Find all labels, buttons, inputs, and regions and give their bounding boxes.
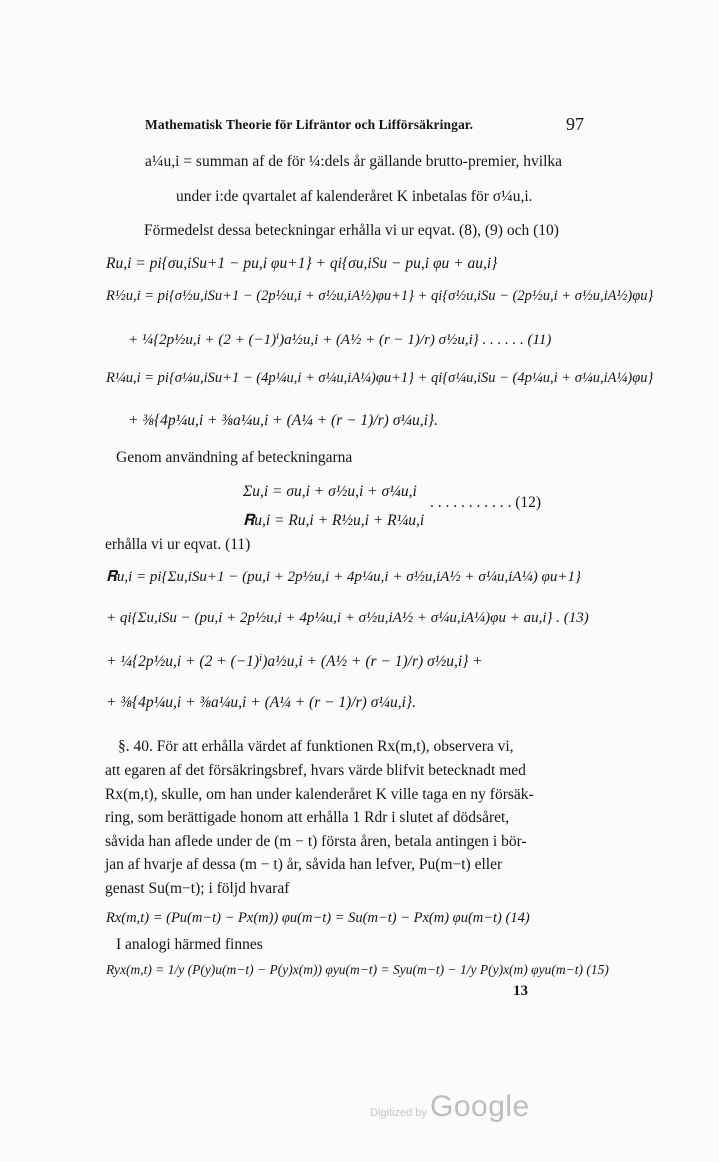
running-head: Mathematisk Theorie för Lifräntor och Lifförsäkringar. bbox=[145, 117, 474, 132]
equation-12-leader: . . . . . . . . . . . (12) bbox=[430, 494, 542, 511]
google-watermark-logo: Google bbox=[430, 1090, 530, 1123]
equation-R-half: R½u,i = pi{σ½u,iSu+1 − (2p½u,i + σ½u,iA½)φu+1} + qi{σ½u,iSu − (2p½u,i + σ½u,iA½)φu} bbox=[106, 288, 654, 304]
text-line-2: under i:de qvartalet af kalenderåret K inbetalas för σ¼u,i. bbox=[176, 188, 533, 205]
equation-R-quarter: R¼u,i = pi{σ¼u,iSu+1 − (4p¼u,i + σ¼u,iA¼)φu+1} + qi{σ¼u,iSu − (4p¼u,i + σ¼u,iA¼)φu} bbox=[106, 370, 654, 386]
equation-bold-R: 𝐑u,i = Ru,i + R½u,i + R¼u,i bbox=[243, 512, 425, 529]
text-line-1: a¼u,i = summan af de för ¼:dels år gällande brutto-premier, hvilka bbox=[145, 153, 563, 170]
page-number: 97 bbox=[566, 114, 584, 134]
section-40-line-1: §. 40. För att erhålla värdet af funktionen Rx(m,t), observera vi, bbox=[118, 738, 514, 755]
text-line-erhalla: erhålla vi ur eqvat. (11) bbox=[105, 536, 251, 553]
equation-13-line-1: 𝐑u,i = pi{Σu,iSu+1 − (pu,i + 2p½u,i + 4p¼u,i + σ½u,iA½ + σ¼u,iA¼) φu+1} bbox=[106, 569, 581, 585]
equation-13-line-2: + qi{Σu,iSu − (pu,i + 2p½u,i + 4p¼u,i + σ½u,iA½ + σ¼u,iA¼)φu + au,i} . (13) bbox=[106, 610, 589, 626]
text-line-genom: Genom användning af beteckningarna bbox=[116, 449, 353, 466]
digitized-by-label: Digitized by bbox=[370, 1107, 427, 1119]
signature-mark: 13 bbox=[513, 983, 528, 999]
section-40-line-7: genast Su(m−t); i följd hvaraf bbox=[105, 880, 290, 897]
section-40-line-3: Rx(m,t), skulle, om han under kalenderåret K ville taga en ny försäk- bbox=[105, 786, 534, 803]
section-40-line-5: såvida han aflede under de (m − t) första åren, betala antingen i bör- bbox=[105, 833, 527, 850]
equation-13-line-3: + ¼{2p½u,i + (2 + (−1)ⁱ)a½u,i + (A½ + (r − 1)/r) σ½u,i} + bbox=[106, 653, 483, 670]
equation-13-line-4: + ⅜{4p¼u,i + ⅜a¼u,i + (A¼ + (r − 1)/r) σ¼u,i}. bbox=[106, 694, 416, 711]
section-40-line-2: att egaren af det försäkringsbref, hvars värde blifvit betecknadt med bbox=[105, 762, 526, 779]
equation-14: Rx(m,t) = (Pu(m−t) − Px(m)) φu(m−t) = Su(m−t) − Px(m) φu(m−t) (14) bbox=[106, 910, 530, 926]
equation-sigma: Σu,i = σu,i + σ½u,i + σ¼u,i bbox=[243, 483, 417, 500]
equation-11-cont: + ¼{2p½u,i + (2 + (−1)ⁱ)a½u,i + (A½ + (r − 1)/r) σ½u,i} . . . . . . (11) bbox=[128, 332, 552, 348]
text-line-3: Förmedelst dessa beteckningar erhålla vi ur eqvat. (8), (9) och (10) bbox=[144, 222, 559, 239]
text-line-analogi: I analogi härmed finnes bbox=[116, 936, 263, 953]
equation-R: Ru,i = pi{σu,iSu+1 − pu,i φu+1} + qi{σu,iSu − pu,i φu + au,i} bbox=[106, 255, 498, 272]
equation-15: Ryx(m,t) = 1/y (P(y)u(m−t) − P(y)x(m)) φyu(m−t) = Syu(m−t) − 1/y P(y)x(m) φyu(m−t) (15) bbox=[106, 962, 609, 977]
section-40-line-6: jan af hvarje af dessa (m − t) år, såvida han lefver, Pu(m−t) eller bbox=[105, 856, 503, 873]
equation-R-quarter-cont: + ⅜{4p¼u,i + ⅜a¼u,i + (A¼ + (r − 1)/r) σ¼u,i}. bbox=[128, 412, 438, 429]
section-40-line-4: ring, som berättigade honom att erhålla 1 Rdr i slutet af dödsåret, bbox=[105, 809, 510, 826]
